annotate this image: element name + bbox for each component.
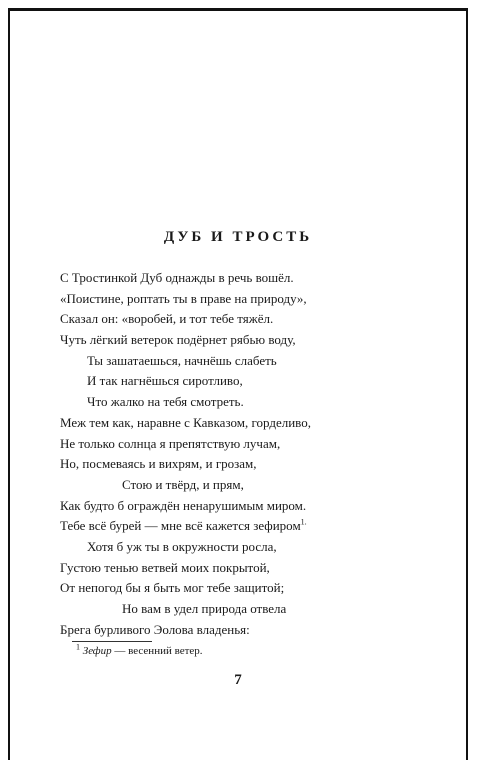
poem-line	[60, 496, 460, 517]
page-number: 7	[234, 672, 242, 688]
poem-line-text: Как будто б ограждён ненарушимым миром.	[60, 497, 307, 513]
poem-line-text: Сказал он: «воробей, и тот тебе тяжёл.	[60, 311, 274, 327]
poem-line-text: Ты зашатаешься, начнёшь слабеть	[87, 352, 277, 368]
poem-line	[60, 516, 460, 537]
poem-line	[60, 413, 460, 434]
poem-line-text: Тебе всё бурей — мне всё кажется зефиром	[60, 518, 301, 534]
poem-line-text: Густою тенью ветвей моих покрытой,	[60, 559, 270, 575]
poem-line	[60, 289, 460, 310]
poem-line-text: Чуть лёгкий ветерок подёрнет рябью воду,	[60, 332, 296, 348]
poem-line-text: Стою и твёрд, и прям,	[122, 476, 244, 492]
poem-line-text: «Поистине, роптать ты в праве на природу»,	[60, 290, 307, 306]
poem-line	[60, 309, 460, 330]
poem-line	[60, 537, 460, 558]
poem-line-text: С Тростинкой Дуб однажды в речь вошёл.	[60, 270, 294, 285]
poem-line	[60, 578, 460, 599]
poem-line-text: От непогод бы я быть мог тебе защитой;	[60, 580, 285, 596]
poem-line-text: Что жалко на тебя смотреть.	[87, 394, 244, 410]
poem-line-text: Не только солнца я препятствую лучам,	[60, 435, 281, 451]
poem-line	[60, 330, 460, 351]
poem-line-text: Но, посмеваясь и вихрям, и грозам,	[60, 456, 257, 472]
poem-line	[60, 620, 460, 641]
poem-line-text: Хотя б уж ты в окружности росла,	[87, 538, 277, 554]
footnote-divider	[72, 641, 152, 642]
poem-title: ДУБ И ТРОСТЬ	[163, 229, 313, 245]
poem-line-text: Брега бурливого Эолова владенья:	[60, 621, 250, 637]
book-page	[8, 8, 468, 760]
poem-line	[60, 558, 460, 579]
poem-line	[60, 392, 460, 413]
poem-body	[60, 268, 460, 640]
poem-line	[60, 351, 460, 372]
poem-line	[60, 371, 460, 392]
poem-line	[60, 475, 460, 496]
footnote-term: Зефир	[82, 645, 112, 657]
poem-line	[60, 268, 460, 289]
poem-line	[60, 434, 460, 455]
footnote-reference: 1.	[300, 517, 307, 527]
footnote-definition: — весенний ветер.	[111, 645, 203, 657]
poem-line	[60, 454, 460, 475]
poem-line-text: Но вам в удел природа отвела	[122, 601, 287, 616]
footnote	[76, 642, 203, 657]
footnote-marker: 1	[76, 642, 80, 652]
poem-line-text: И так нагнёшься сиротливо,	[87, 373, 243, 389]
poem-line-text: Меж тем как, наравне с Кавказом, горделиво,	[60, 414, 311, 430]
poem-line	[60, 599, 460, 620]
